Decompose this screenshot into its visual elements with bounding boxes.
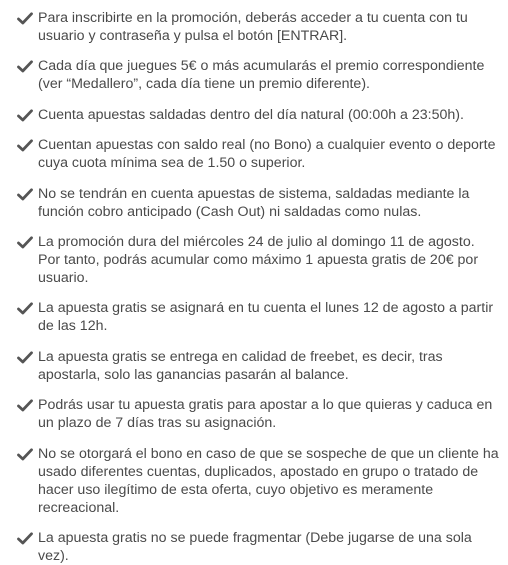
list-item xyxy=(0,445,508,517)
check-icon xyxy=(17,448,33,461)
check-icon xyxy=(17,12,33,25)
check-icon xyxy=(17,60,33,73)
list-item xyxy=(0,185,508,221)
check-icon xyxy=(17,351,33,364)
check-icon xyxy=(17,532,33,545)
list-item-text: La apuesta gratis no se puede fragmentar (Debe jugarse de una sola vez). xyxy=(38,529,472,564)
list-item xyxy=(0,9,508,45)
list-item xyxy=(0,57,508,93)
check-icon xyxy=(17,399,33,412)
check-icon xyxy=(17,236,33,249)
check-icon xyxy=(17,139,33,152)
check-icon xyxy=(17,188,33,201)
list-item-text: Cada día que juegues 5€ o más acumularás el premio correspondiente (ver “Medallero”, cada día tiene un premio diferente). xyxy=(38,58,485,93)
list-item-text: Cuentan apuestas con saldo real (no Bono) a cualquier evento o deporte cuya cuota mínima sea de 1.50 o superior. xyxy=(38,137,496,172)
list-item xyxy=(0,396,508,432)
list-item xyxy=(0,529,508,565)
list-item-text: No se tendrán en cuenta apuestas de sistema, saldadas mediante la función cobro anticipado (Cash Out) ni saldadas como nulas. xyxy=(38,185,470,220)
list-item-text: La apuesta gratis se entrega en calidad de freebet, es decir, tras apostarla, solo las ganancias pasarán al balance. xyxy=(38,348,443,383)
list-item-text: La apuesta gratis se asignará en tu cuenta el lunes 12 de agosto a partir de las 12h. xyxy=(38,300,494,335)
check-icon xyxy=(17,109,33,122)
list-item-text: Cuenta apuestas saldadas dentro del día natural (00:00h a 23:50h). xyxy=(38,106,464,123)
list-item-text: Podrás usar tu apuesta gratis para apostar a lo que quieras y caduca en un plazo de 7 días tras su asignación. xyxy=(38,397,493,432)
list-item xyxy=(0,233,508,287)
list-item xyxy=(0,299,508,335)
list-item-text: La promoción dura del miércoles 24 de julio al domingo 11 de agosto. Por tanto, podrás acumular como máximo 1 apuesta gratis de 20€ por usuario. xyxy=(38,233,479,286)
check-icon xyxy=(17,302,33,315)
list-item-text: Para inscribirte en la promoción, deberás acceder a tu cuenta con tu usuario y contraseña y pulsa el botón [ENTRAR]. xyxy=(38,10,468,44)
list-item-text: No se otorgará el bono en caso de que se sospeche de que un cliente ha usado diferentes cuentas, duplicados, apostado en grupo o tratado de hacer uso ilegítimo de esta oferta, cuyo objetivo es meramente recreacional. xyxy=(38,445,499,516)
list-item xyxy=(0,348,508,384)
list-item xyxy=(0,106,508,124)
list-item xyxy=(0,136,508,172)
